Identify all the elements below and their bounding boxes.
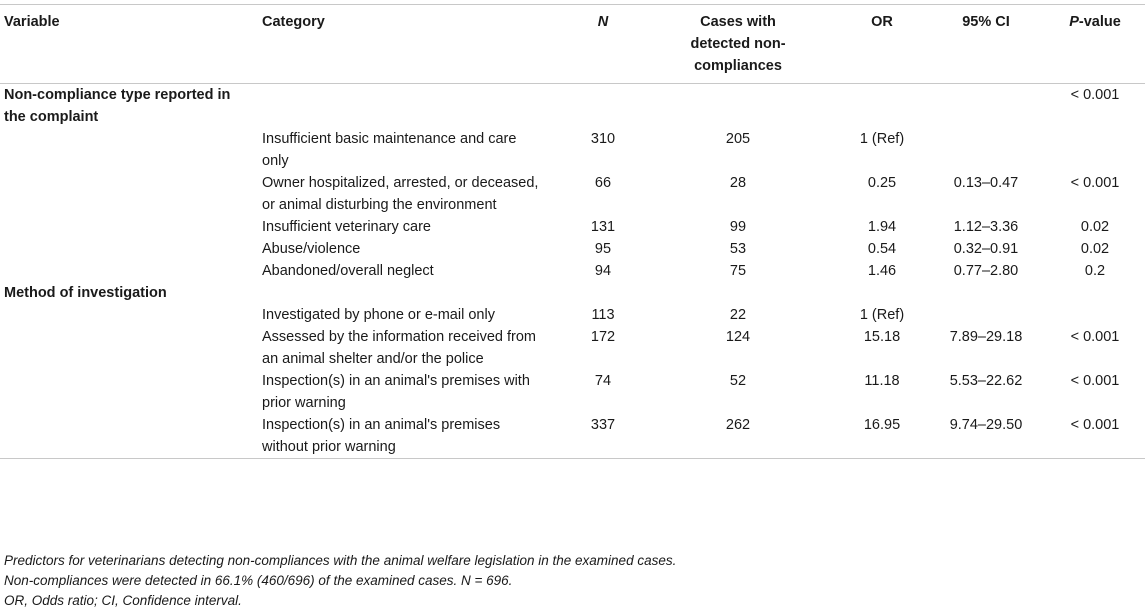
category-text: Insufficient veterinary care [262, 219, 431, 235]
group-label [0, 282, 262, 304]
footnote: Non-compliances were detected in 66.1% (460/696) of the examined cases. N = 696. [4, 573, 513, 588]
header-category: Category [262, 14, 325, 30]
empty-cell [0, 238, 262, 260]
cell-or: 1.94 [867, 219, 897, 235]
cell-category [262, 414, 563, 459]
header-n: N [597, 14, 609, 30]
table-row [0, 414, 1145, 459]
header-or: OR [871, 14, 893, 30]
category-text: Insufficient basic maintenance and care only [262, 131, 517, 169]
cell-cases: 124 [725, 329, 751, 345]
group-p-value [1041, 282, 1145, 304]
header-variable: Variable [4, 14, 60, 30]
cell-n: 131 [590, 219, 616, 235]
group-label-text: Method of investigation [4, 285, 167, 301]
cell-or: 1 (Ref) [859, 307, 905, 323]
cell-or: 1 (Ref) [859, 131, 905, 147]
empty-cell [643, 84, 833, 129]
empty-cell [0, 216, 262, 238]
header-row [0, 5, 1145, 84]
cell-ci [931, 304, 1041, 326]
cell-or: 15.18 [863, 329, 901, 345]
empty-cell [0, 370, 262, 414]
cell-p-value: < 0.001 [1070, 175, 1120, 191]
group-row [0, 84, 1145, 129]
cell-ci: 0.13–0.47 [953, 175, 1019, 191]
table-header [0, 5, 1145, 84]
cell-category [262, 238, 563, 260]
empty-cell [262, 84, 563, 129]
cell-p-value: < 0.001 [1070, 373, 1120, 389]
table-row [0, 238, 1145, 260]
group-label-text: Non-compliance type reported in the complaint [4, 87, 231, 125]
cell-ci [931, 128, 1041, 172]
cell-or: 16.95 [863, 417, 901, 433]
group-p-value: < 0.001 [1070, 87, 1120, 103]
empty-cell [262, 282, 563, 304]
cell-cases: 53 [729, 241, 747, 257]
cell-n: 172 [590, 329, 616, 345]
group-row [0, 282, 1145, 304]
cell-cases: 262 [725, 417, 751, 433]
table-row [0, 216, 1145, 238]
table-row [0, 370, 1145, 414]
header-p-rest: -value [1078, 14, 1121, 30]
empty-cell [0, 326, 262, 370]
category-text: Inspection(s) in an animal's premises without prior warning [262, 417, 501, 455]
cell-n: 337 [590, 417, 616, 433]
cell-n: 95 [594, 241, 612, 257]
cell-n: 94 [594, 263, 612, 279]
group-label [0, 84, 262, 129]
empty-cell [0, 304, 262, 326]
cell-category [262, 326, 563, 370]
cell-ci: 9.74–29.50 [949, 417, 1023, 433]
empty-cell [563, 84, 643, 129]
header-cases [643, 5, 833, 84]
cell-p-value [1041, 128, 1145, 172]
footnote: Predictors for veterinarians detecting non-compliances with the animal welfare legislation in the examined cases. [4, 553, 677, 568]
cell-ci: 5.53–22.62 [949, 373, 1023, 389]
table-row [0, 304, 1145, 326]
empty-cell [833, 282, 931, 304]
cell-cases: 75 [729, 263, 747, 279]
cell-category [262, 172, 563, 216]
results-table [0, 4, 1145, 459]
category-text: Investigated by phone or e-mail only [262, 307, 495, 323]
cell-p-value: 0.02 [1080, 219, 1110, 235]
cell-p-value [1041, 304, 1145, 326]
table-footnotes [4, 551, 676, 611]
cell-p-value: < 0.001 [1070, 329, 1120, 345]
cell-ci: 0.32–0.91 [953, 241, 1019, 257]
empty-cell [931, 282, 1041, 304]
category-text: Owner hospitalized, arrested, or deceased, or animal disturbing the environment [262, 175, 539, 213]
category-text: Abandoned/overall neglect [262, 263, 434, 279]
cell-category [262, 216, 563, 238]
cell-n: 66 [594, 175, 612, 191]
table-row [0, 172, 1145, 216]
cell-cases: 205 [725, 131, 751, 147]
cell-cases: 22 [729, 307, 747, 323]
cell-category [262, 370, 563, 414]
table-row [0, 128, 1145, 172]
header-p-value [1041, 5, 1145, 84]
empty-cell [0, 414, 262, 459]
cell-category [262, 260, 563, 282]
cell-cases: 99 [729, 219, 747, 235]
cell-n: 74 [594, 373, 612, 389]
cell-n: 113 [591, 307, 615, 323]
empty-cell [833, 84, 931, 129]
cell-or: 0.54 [867, 241, 897, 257]
cell-p-value: < 0.001 [1070, 417, 1120, 433]
cell-cases: 52 [729, 373, 747, 389]
cell-or: 0.25 [867, 175, 897, 191]
cell-p-value: 0.02 [1080, 241, 1110, 257]
cell-cases: 28 [729, 175, 747, 191]
table-row [0, 326, 1145, 370]
empty-cell [931, 84, 1041, 129]
empty-cell [0, 260, 262, 282]
empty-cell [0, 128, 262, 172]
header-p-italic: P [1069, 14, 1079, 30]
cell-category [262, 304, 563, 326]
empty-cell [563, 282, 643, 304]
cell-ci: 1.12–3.36 [953, 219, 1019, 235]
empty-cell [643, 282, 833, 304]
header-cases-text: Cases with detected non-compliances [690, 14, 786, 74]
cell-p-value: 0.2 [1084, 263, 1106, 279]
table-row [0, 260, 1145, 282]
footnote: OR, Odds ratio; CI, Confidence interval. [4, 593, 242, 608]
cell-or: 1.46 [867, 263, 897, 279]
cell-n: 310 [590, 131, 616, 147]
category-text: Assessed by the information received from an animal shelter and/or the police [262, 329, 537, 367]
category-text: Inspection(s) in an animal's premises with prior warning [262, 373, 530, 411]
cell-category [262, 128, 563, 172]
cell-ci: 0.77–2.80 [953, 263, 1019, 279]
empty-cell [0, 172, 262, 216]
cell-ci: 7.89–29.18 [949, 329, 1023, 345]
table-body [0, 84, 1145, 459]
category-text: Abuse/violence [262, 241, 361, 257]
header-ci: 95% CI [962, 14, 1010, 30]
cell-or: 11.18 [864, 373, 900, 389]
